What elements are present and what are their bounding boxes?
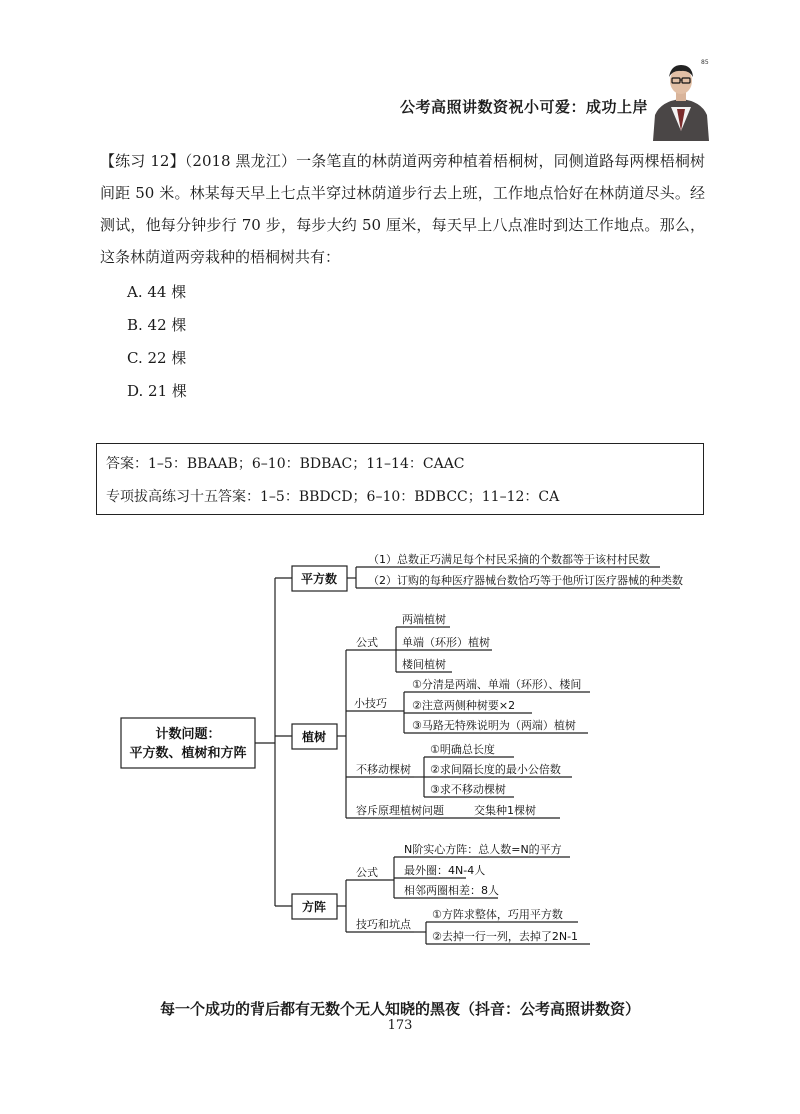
tree-inclusion-value: 交集种1棵树 (474, 804, 536, 817)
root-line-1: 计数问题： (155, 727, 221, 742)
tree-unmoved-item: ②求间隔长度的最小公倍数 (430, 763, 561, 776)
array-formula-label: 公式 (356, 866, 378, 879)
tree-unmoved-label: 不移动棵树 (356, 763, 411, 776)
option-d: D. 21 棵 (127, 382, 187, 400)
array-tip-item: ②去掉一行一列，去掉了2N-1 (432, 930, 579, 943)
avatar-mark: 85 (701, 59, 709, 66)
mind-map (0, 540, 800, 970)
option-a: A. 44 棵 (127, 283, 187, 301)
tree-formula-item: 两端植树 (402, 613, 446, 626)
array-tip-item: ①方阵求整体，巧用平方数 (432, 908, 563, 921)
answer-line-2: 专项拔高练习十五答案：1–5：BBDCD；6–10：BDBCC；11–12：CA (106, 489, 560, 505)
square-number-label: 平方数 (300, 572, 338, 586)
tree-tip-item: ①分清是两端、单端（环形）、楼间 (412, 678, 582, 691)
tree-planting-label: 植树 (301, 730, 327, 744)
option-b: B. 42 棵 (127, 316, 187, 334)
array-formula-item: 相邻两圈相差：8人 (404, 884, 499, 897)
answer-line-1: 答案：1–5：BBAAB；6–10：BDBAC；11–14：CAAC (106, 456, 465, 472)
tree-tip-item: ③马路无特殊说明为（两端）植树 (412, 719, 576, 732)
root-line-2: 平方数、植树和方阵 (129, 746, 247, 761)
footer-motto: 每一个成功的背后都有无数个无人知晓的黑夜（抖音：公考高照讲数资） (159, 1000, 640, 1018)
tree-formula-item: 单端（环形）植树 (402, 636, 490, 649)
avatar (649, 57, 713, 141)
answer-box (96, 443, 704, 515)
tree-tips-label: 小技巧 (354, 697, 387, 710)
array-formula-item: N阶实心方阵：总人数=N的平方 (404, 843, 562, 856)
square-number-item: （1）总数正巧满足每个村民采摘的个数都等于该村村民数 (368, 553, 650, 566)
tree-unmoved-item: ③求不移动棵树 (430, 783, 506, 796)
option-c: C. 22 棵 (127, 349, 187, 367)
array-tips-label: 技巧和坑点 (356, 918, 411, 931)
tree-formula-item: 楼间植树 (402, 658, 446, 671)
header-title: 公考高照讲数资祝小可爱：成功上岸 (400, 98, 649, 116)
array-formula-item: 最外圈：4N-4人 (404, 864, 486, 877)
tree-tip-item: ②注意两侧种树要×2 (412, 699, 516, 712)
question-text: 【练习 12】（2018 黑龙江）一条笔直的林荫道两旁种植着梧桐树，同侧道路每两棵梧桐树间距 50 米。林某每天早上七点半穿过林荫道步行去上班，工作地点恰好在林荫道尽头。经测试，他每分钟步行 70 步，每步大约 50 厘米，每天早上八点准时到达工作地点。那么，这条林荫道两旁栽种的梧桐树共有： (100, 152, 705, 266)
answer-options (127, 276, 187, 408)
square-array-label: 方阵 (301, 900, 327, 914)
tree-inclusion-label: 容斥原理植树问题 (356, 804, 444, 817)
square-number-item: （2）订购的每种医疗器械台数恰巧等于他所订医疗器械的种类数 (368, 574, 683, 587)
tree-formula-label: 公式 (356, 636, 378, 649)
page-number: 173 (387, 1018, 413, 1033)
tree-unmoved-item: ①明确总长度 (430, 743, 495, 756)
